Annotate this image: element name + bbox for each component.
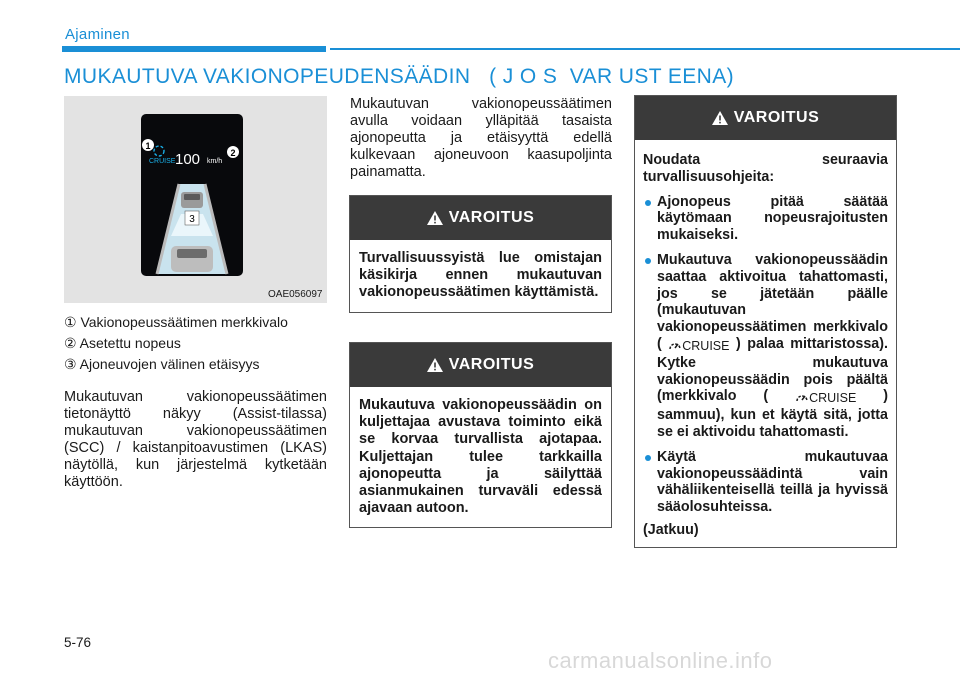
marker-1-icon: [142, 139, 154, 151]
bullet-item: Ajonopeus pitää säätää käytömaan nopeusrajoitusten mukaiseksi.: [643, 194, 888, 244]
warning-header: [635, 96, 896, 140]
marker-2-icon: [227, 146, 239, 158]
svg-text:1: 1: [145, 141, 151, 151]
cruise-icon-label: CRUISE: [682, 338, 730, 353]
svg-text:3: 3: [189, 214, 195, 225]
paragraph-display-info: Mukautuvan vakionopeussäätimen tietonäyttö näkyy (Assist-tilassa) mukautuvan vakionopeussäätimen (SCC) / kaistanpitoavustimen (LKAS) näytöllä, kun järjestelmä kytketään käyttöön.: [64, 389, 327, 490]
cruise-indicator-icon: [668, 338, 729, 355]
figure-code: OAE056097: [268, 289, 323, 300]
warning-body: [635, 140, 896, 547]
bullet-text: ) palaa mittaristossa). Kytke mukautuva vakionopeussäädin pois päältä (merkkivalo (: [657, 335, 888, 405]
own-car-icon: [171, 246, 213, 272]
watermark: carmanualsonline.info: [548, 648, 773, 673]
warning-header: [350, 196, 611, 240]
bullet-item: Käytä mukautuvaa vakionopeussäädintä vain vähäliikenteisellä teillä ja hyvissä sääolosuhteissa.: [643, 449, 888, 516]
svg-text:2: 2: [230, 148, 236, 158]
legend-item: ③ Ajoneuvojen välinen etäisyys: [64, 356, 260, 372]
section-label: Ajaminen: [65, 26, 130, 43]
cruise-icon-label: CRUISE: [809, 391, 857, 406]
paragraph-intro: Mukautuvan vakionopeussäätimen avulla voidaan ylläpitää tasaista ajonopeutta ja etäisyyttä edellä kulkevaan ajoneuvoon kaasupoljinta painamatta.: [350, 96, 612, 180]
scc-indicator-icon: [154, 146, 164, 156]
warning-heading: VAROITUS: [448, 356, 535, 373]
page-title: MUKAUTUVA VAKIONOPEUDENSÄÄDIN ( J O S VAR UST EENA): [64, 65, 734, 88]
warning-triangle-icon: [427, 211, 443, 225]
warning-box-1: [349, 195, 612, 313]
bullet-item: [643, 252, 888, 441]
cruise-indicator-icon: [795, 390, 856, 407]
warning-triangle-icon: [427, 358, 443, 372]
warning-heading: VAROITUS: [448, 209, 535, 226]
header-rule-thick: [62, 46, 326, 52]
warning-triangle-icon: [712, 111, 728, 125]
figure-legend: [64, 312, 288, 375]
bullet-text: ) sammuu), kun et käytä sitä, jotta se ei aktivoidu tahattomasti.: [657, 388, 888, 440]
header-rule-thin: [330, 48, 960, 50]
warning-box-3: [634, 95, 897, 548]
page-number: 5-76: [64, 635, 92, 650]
instrument-cluster-figure: [64, 96, 327, 303]
warning-heading: VAROITUS: [733, 109, 820, 126]
cruise-label: CRUISE: [149, 158, 176, 165]
warning-body: Turvallisuussyistä lue omistajan käsikirja ennen mukautuvan vakionopeussäätimen käyttämistä.: [359, 250, 602, 301]
warning-header: [350, 343, 611, 387]
speedometer-icon: [668, 339, 682, 351]
warning-box-2: [349, 342, 612, 528]
speed-unit: km/h: [207, 158, 223, 165]
lead-car-icon: [181, 192, 203, 208]
legend-item: ① Vakionopeussäätimen merkkivalo: [64, 314, 288, 330]
cluster-display: [141, 114, 243, 276]
marker-3-icon: [185, 211, 199, 225]
continued-label: (Jatkuu): [643, 521, 699, 538]
cluster-svg: [141, 114, 243, 276]
warning-intro: Noudata seuraavia turvallisuusohjeita:: [643, 152, 888, 185]
warning-body: Mukautuva vakionopeussäädin on kuljettajaa avustava toiminto eikä se korvaa turvallista ajotapaa. Kuljettajan tulee tarkkailla ajonopeutta ja säilyttää asianmukainen turvaväli edessä ajavaan autoon.: [359, 397, 602, 517]
speedometer-icon: [795, 391, 809, 403]
set-speed-value: 100: [175, 151, 201, 168]
bullet-text: Mukautuva vakionopeussäädin saattaa aktivoitua tahattomasti, jos se jätetään päälle (mukautuvan vakionopeussäätimen merkkivalo (: [657, 251, 888, 352]
legend-item: ② Asetettu nopeus: [64, 335, 181, 351]
